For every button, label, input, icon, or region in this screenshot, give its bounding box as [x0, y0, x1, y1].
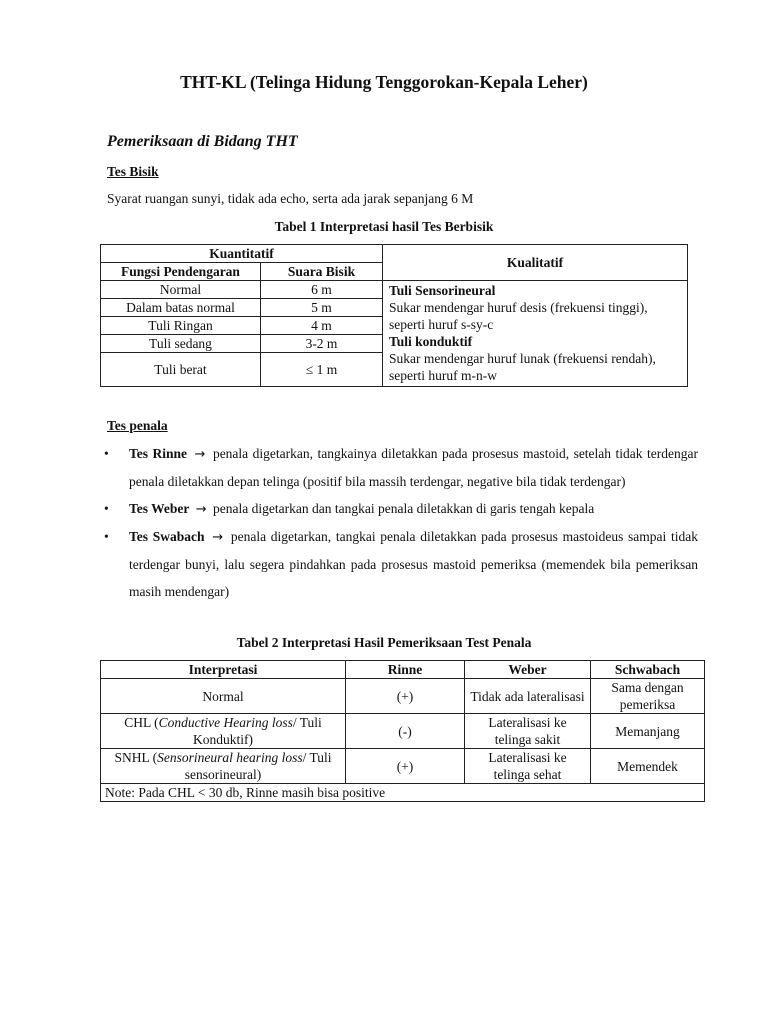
table2-note: Note: Pada CHL < 30 db, Rinne masih bisa positive	[101, 784, 705, 802]
table1-cell-suara: 4 m	[261, 317, 383, 335]
arrow-right-icon: →	[195, 502, 207, 517]
table2-cell-schwabach: Memanjang	[591, 714, 705, 749]
section-heading: Pemeriksaan di Bidang THT	[107, 133, 298, 150]
table-row	[101, 281, 688, 299]
table-row	[101, 749, 705, 784]
tes-penala-list	[104, 440, 698, 605]
table2-cell-interpretasi	[101, 714, 346, 749]
table2-tes-penala	[100, 660, 705, 802]
table2-caption: Tabel 2 Interpretasi Hasil Pemeriksaan Test Penala	[236, 635, 532, 650]
kualitatif-sensorineural-heading: Tuli Sensorineural	[389, 283, 496, 298]
table1-header-kualitatif: Kualitatif	[383, 245, 688, 281]
table1-cell-suara: 3-2 m	[261, 335, 383, 353]
tes-bisik-intro: Syarat ruangan sunyi, tidak ada echo, serta ada jarak sepanjang 6 M	[107, 191, 474, 206]
table1-header-kuantitatif: Kuantitatif	[101, 245, 383, 263]
table2-cell-interpretasi	[101, 679, 346, 714]
interp-italic: Sensorineural hearing loss	[157, 750, 303, 765]
table1-cell-suara: 6 m	[261, 281, 383, 299]
kualitatif-konduktif-heading: Tuli konduktif	[389, 334, 473, 349]
list-item	[104, 495, 698, 523]
tes-weber-term: Tes Weber	[129, 501, 190, 516]
table2-cell-rinne: (+)	[346, 679, 465, 714]
kualitatif-konduktif-text: Sukar mendengar huruf lunak (frekuensi rendah), seperti huruf m-n-w	[389, 351, 656, 383]
list-item	[104, 523, 698, 605]
table1-tes-bisik	[100, 244, 688, 387]
table2-col-interpretasi: Interpretasi	[101, 661, 346, 679]
interp-italic: Conductive Hearing loss	[158, 715, 293, 730]
interp-text: CHL (	[124, 715, 159, 730]
page-title: THT-KL (Telinga Hidung Tenggorokan-Kepala Leher)	[180, 72, 588, 92]
table-row	[101, 679, 705, 714]
table1-cell-suara: ≤ 1 m	[261, 353, 383, 387]
arrow-right-icon: →	[194, 447, 206, 462]
table2-cell-weber: Lateralisasi ke telinga sakit	[465, 714, 591, 749]
table1-cell-fungsi: Tuli Ringan	[101, 317, 261, 335]
table1-kualitatif-cell	[383, 281, 688, 387]
table2-col-weber: Weber	[465, 661, 591, 679]
table2-col-schwabach: Schwabach	[591, 661, 705, 679]
bullet-icon: •	[104, 501, 109, 516]
tes-swabach-term: Tes Swabach	[129, 529, 205, 544]
table2-cell-weber: Lateralisasi ke telinga sehat	[465, 749, 591, 784]
table1-cell-fungsi: Tuli berat	[101, 353, 261, 387]
table2-cell-schwabach: Sama dengan pemeriksa	[591, 679, 705, 714]
table1-col-suara: Suara Bisik	[261, 263, 383, 281]
tes-bisik-heading: Tes Bisik	[107, 164, 159, 179]
table2-cell-weber: Tidak ada lateralisasi	[465, 679, 591, 714]
table1-cell-fungsi: Dalam batas normal	[101, 299, 261, 317]
table1-col-fungsi: Fungsi Pendengaran	[101, 263, 261, 281]
table1-cell-suara: 5 m	[261, 299, 383, 317]
kualitatif-sensorineural-text: Sukar mendengar huruf desis (frekuensi tinggi), seperti huruf s-sy-c	[389, 300, 648, 332]
interp-text: SNHL (	[114, 750, 158, 765]
table1-caption: Tabel 1 Interpretasi hasil Tes Berbisik	[274, 219, 494, 234]
interp-text: Normal	[202, 688, 244, 704]
arrow-right-icon: →	[212, 530, 224, 545]
table1-cell-fungsi: Normal	[101, 281, 261, 299]
table-row	[101, 784, 705, 802]
table2-col-rinne: Rinne	[346, 661, 465, 679]
table2-cell-interpretasi	[101, 749, 346, 784]
list-item	[104, 440, 698, 495]
bullet-icon: •	[104, 446, 109, 461]
tes-rinne-term: Tes Rinne	[129, 446, 188, 461]
interp-text-end: / Tuli Konduktif)	[193, 715, 322, 747]
tes-rinne-text: penala digetarkan, tangkainya diletakkan pada prosesus mastoid, setelah tidak terdengar penala diletakkan depan telinga (positif bila massih terdengar, negative bila tidak terdengar)	[129, 446, 699, 489]
table2-cell-schwabach: Memendek	[591, 749, 705, 784]
tes-penala-heading: Tes penala	[107, 418, 168, 433]
table2-cell-rinne: (+)	[346, 749, 465, 784]
table-row	[101, 714, 705, 749]
interp-text-end: / Tuli sensorineural)	[184, 750, 332, 782]
table1-cell-fungsi: Tuli sedang	[101, 335, 261, 353]
tes-weber-text: penala digetarkan dan tangkai penala diletakkan di garis tengah kepala	[213, 501, 595, 516]
bullet-icon: •	[104, 529, 109, 544]
tes-swabach-text: penala digetarkan, tangkai penala diletakkan pada prosesus mastoideus sampai tidak terdengar bunyi, lalu segera pindahkan pada prosesus mastoid pemeriksa (memendek bila pemeriksan masih mendengar)	[129, 529, 698, 599]
table2-cell-rinne: (-)	[346, 714, 465, 749]
